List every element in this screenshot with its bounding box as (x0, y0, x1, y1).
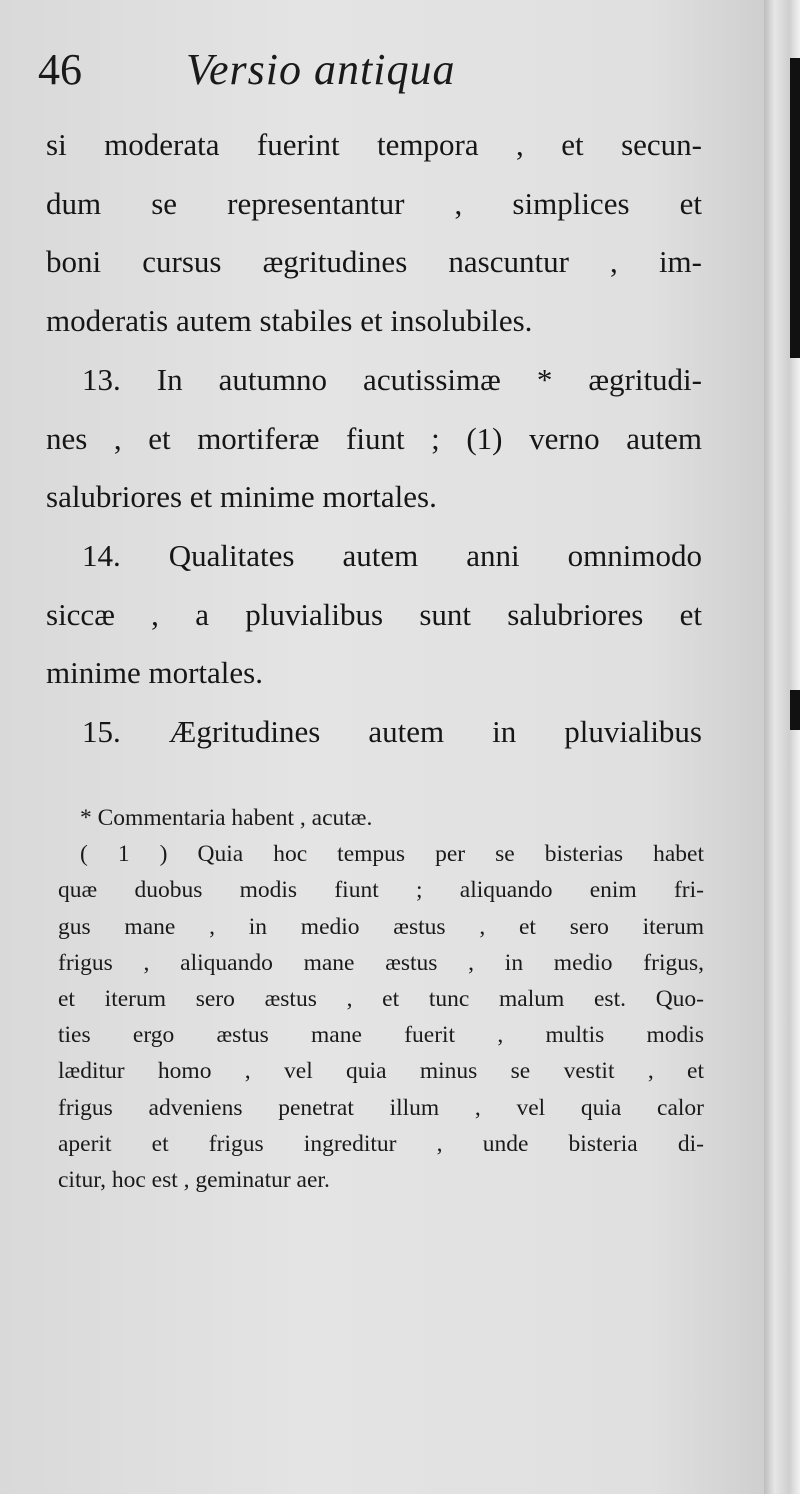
text-line: nes , et mortiferæ fiunt ; (1) verno autem (46, 420, 702, 456)
text-line: minime mortales. (46, 655, 263, 691)
text-line: dum se representantur , simplices et (46, 185, 702, 221)
footnote-line: et iterum sero æstus , et tunc malum est. Quo- (58, 986, 704, 1013)
footnote-line: citur, hoc est , geminatur aer. (58, 1167, 330, 1194)
aphorism-15-start: 15. Ægritudines autem in pluvialibus (82, 714, 702, 750)
footnote-line: quæ duobus modis fiunt ; aliquando enim fri- (58, 877, 704, 904)
text-line: salubriores et minime mortales. (46, 479, 437, 515)
aphorism-14-start: 14. Qualitates autem anni omnimodo (82, 537, 702, 573)
footnote-1-start: ( 1 ) Quia hoc tempus per se bisterias habet (80, 841, 704, 868)
footnote-line: frigus adveniens penetrat illum , vel quia calor (58, 1094, 704, 1121)
text-line: boni cursus ægritudines nascuntur , im- (46, 244, 702, 280)
text-line: siccæ , a pluvialibus sunt salubriores et (46, 596, 702, 632)
text-line: moderatis autem stabiles et insolubiles. (46, 303, 533, 339)
page-edge (764, 0, 800, 1494)
binding-shadow (790, 58, 800, 358)
binding-shadow (790, 690, 800, 730)
footnote-line: læditur homo , vel quia minus se vestit , et (58, 1058, 704, 1085)
main-text (46, 116, 702, 762)
footnote-line: ties ergo æstus mane fuerit , multis modis (58, 1022, 704, 1049)
running-title: Versio antiqua (186, 45, 456, 94)
footnote-line: gus mane , in medio æstus , et sero iterum (58, 913, 704, 940)
text-line: si moderata fuerint tempora , et secun- (46, 127, 702, 162)
footnote-asterisk: * Commentaria habent , acutæ. (80, 805, 373, 831)
page-number: 46 (38, 45, 82, 94)
footnote-line: aperit et frigus ingreditur , unde bisteria di- (58, 1130, 704, 1157)
aphorism-13-start: 13. In autumno acutissimæ * ægritudi- (82, 361, 702, 397)
page-header (38, 44, 718, 104)
footnote-line: frigus , aliquando mane æstus , in medio frigus, (58, 949, 704, 976)
footnotes (58, 800, 704, 1198)
